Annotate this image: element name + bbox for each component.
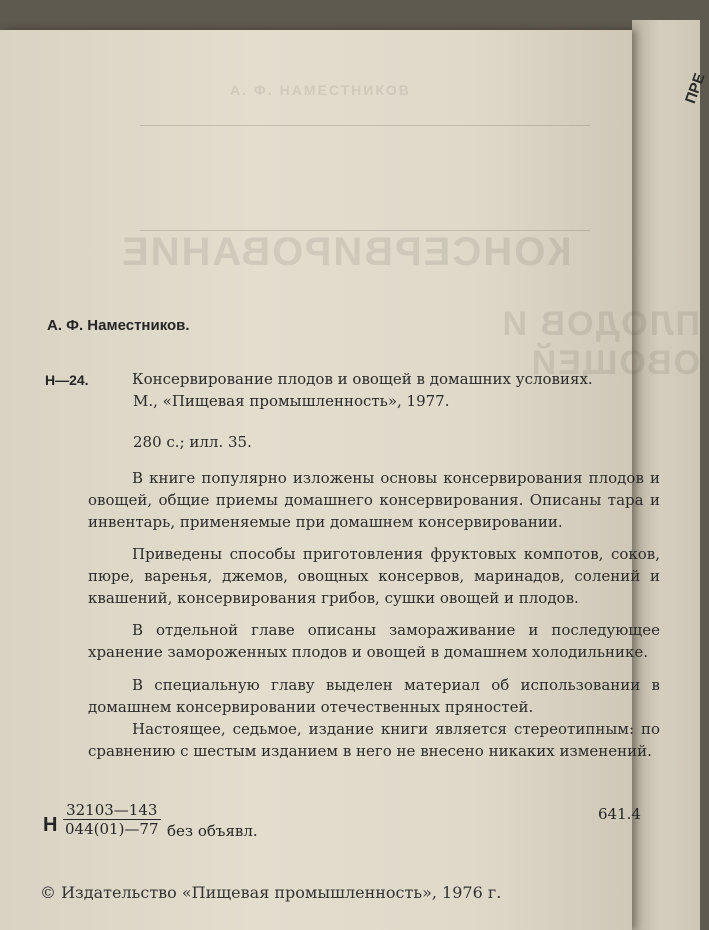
- index-letter: Н: [43, 814, 58, 836]
- publisher-info: М., «Пищевая промышленность», 1977.: [133, 392, 450, 410]
- catalog-code: Н—24.: [45, 372, 89, 388]
- pages-info: 280 с.; илл. 35.: [133, 433, 252, 451]
- copyright-line: © Издательство «Пищевая промышленность», 1976 г.: [40, 883, 502, 902]
- bleed-through-title: КОНСЕРВИРОВАНИЕ: [120, 230, 572, 274]
- annotation-paragraph: В отдельной главе описаны замораживание и последующее хранение замороженных плодов и овощей в домашнем холодильнике.: [88, 621, 660, 661]
- author-name: А. Ф. Наместников.: [47, 317, 190, 334]
- facing-page-text: ПРЕ: [682, 71, 709, 106]
- annotation-paragraph: Настоящее, седьмое, издание книги является стереотипным: по сравнению с шестым изданием в него не внесено никаких изменений.: [88, 720, 660, 760]
- bleed-through-subtitle: ПЛОДОВ И ОВОЩЕЙ: [500, 305, 700, 382]
- annotation-paragraph: В книге популярно изложены основы консервирования плодов и овощей, общие приемы домашнего консервирования. Описаны тара и инвентарь, применяемые при домашнем консервировании.: [88, 469, 660, 531]
- index-numerator: 32103—143: [66, 801, 158, 819]
- udk-code: 641.4: [598, 805, 641, 823]
- annotation-paragraph: Приведены способы приготовления фруктовых компотов, соков, пюре, варенья, джемов, овощных консервов, маринадов, солений и квашений, консервирования грибов, сушки овощей и плодов.: [88, 545, 660, 607]
- index-denominator: 044(01)—77: [65, 820, 159, 838]
- bleed-through-running-head: А. Ф. НАМЕСТНИКОВ: [230, 82, 411, 98]
- annotation-paragraph: В специальную главу выделен материал об использовании в домашнем консервировании отечественных пряностей.: [88, 676, 660, 716]
- no-announcement: без объявл.: [167, 822, 258, 840]
- book-title: Консервирование плодов и овощей в домашних условиях.: [132, 370, 593, 388]
- bleed-rule: [140, 125, 590, 126]
- index-fraction: [63, 801, 161, 838]
